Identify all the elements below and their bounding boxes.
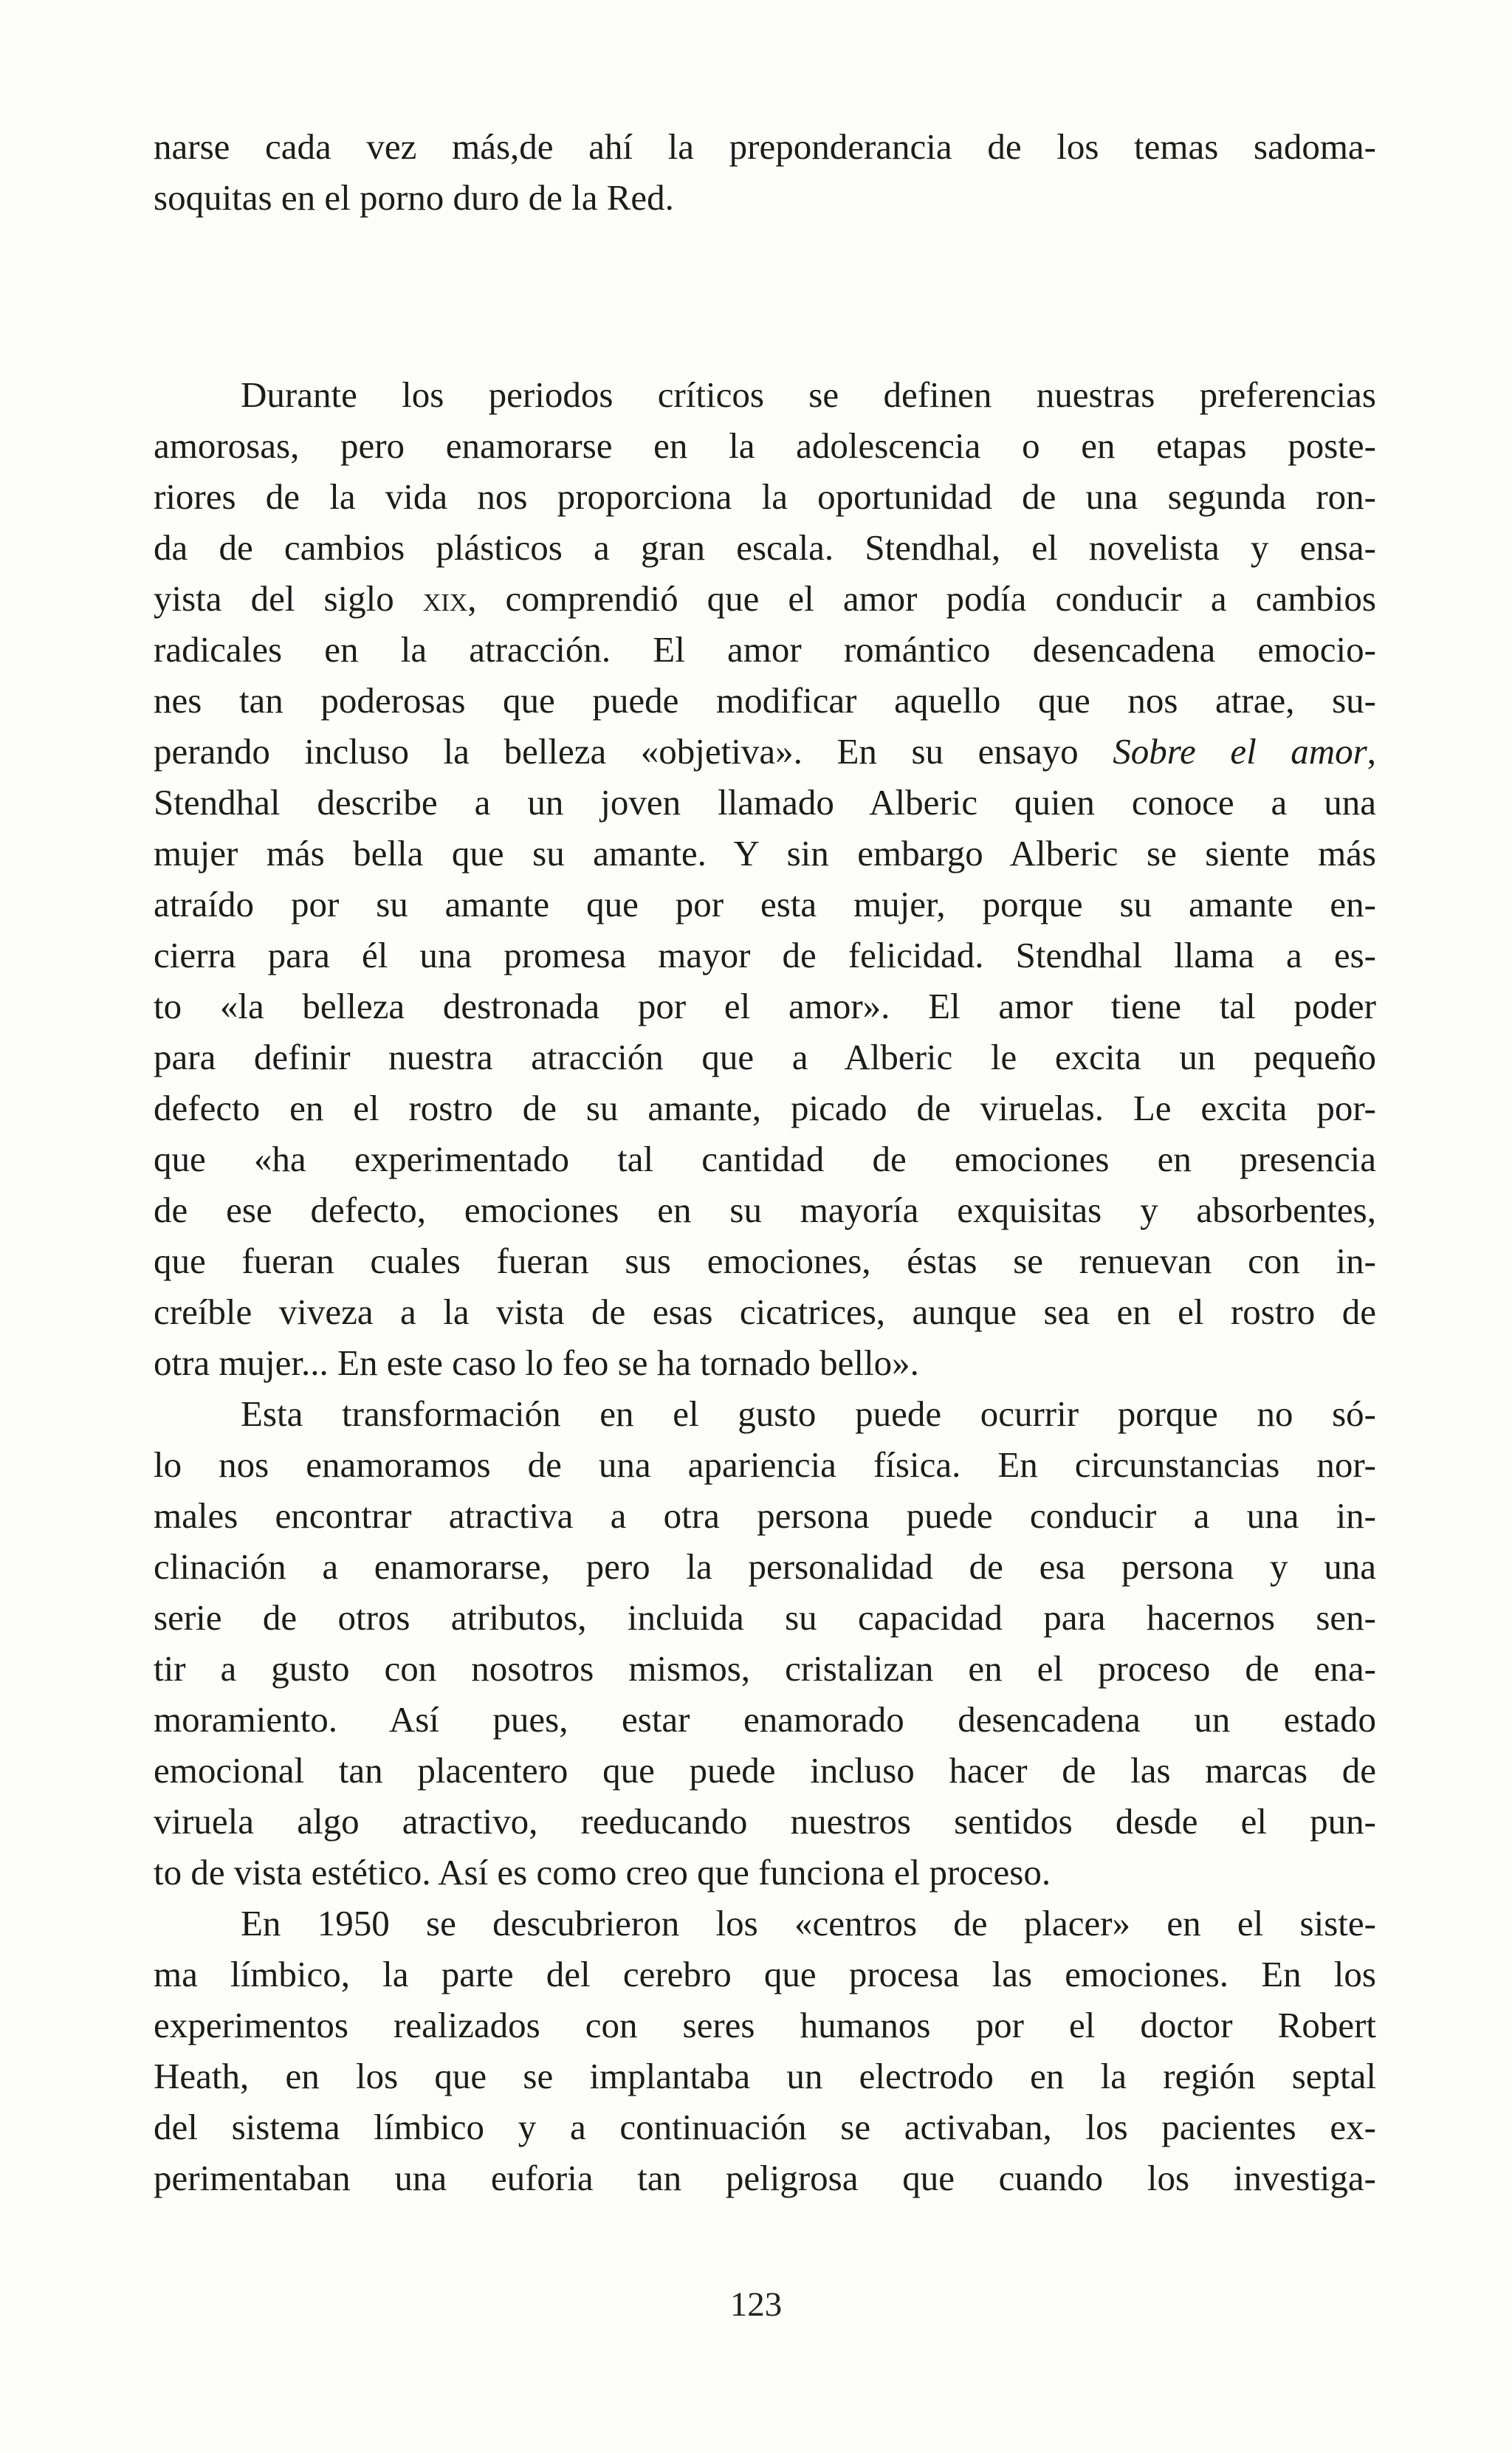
text-line: de ese defecto, emociones en su mayoría exquisitas y absorbentes, xyxy=(154,1190,1376,1230)
text-line: En 1950 se descubrieron los «centros de placer» en el siste- xyxy=(241,1903,1376,1943)
page-number: 123 xyxy=(729,2285,783,2324)
text-line: Stendhal describe a un joven llamado Alberic quien conoce a una xyxy=(154,782,1376,823)
text-line: que fueran cuales fueran sus emociones, éstas se renuevan con in- xyxy=(154,1241,1376,1281)
text-line: yista del siglo xix, comprendió que el amor podía conducir a cambios xyxy=(154,578,1376,619)
paragraph-continuation xyxy=(154,121,1376,223)
text-line: clinación a enamorarse, pero la personalidad de esa persona y una xyxy=(154,1546,1376,1587)
text-line: viruela algo atractivo, reeducando nuestros sentidos desde el pun- xyxy=(154,1801,1376,1842)
text-line: soquitas en el porno duro de la Red. xyxy=(154,177,674,218)
text-line: amorosas, pero enamorarse en la adolescencia o en etapas poste- xyxy=(154,425,1376,466)
text-line: males encontrar atractiva a otra persona puede conducir a una in- xyxy=(154,1495,1376,1536)
text-line: lo nos enamoramos de una apariencia física. En circunstancias nor- xyxy=(154,1444,1376,1485)
text-line: tir a gusto con nosotros mismos, cristalizan en el proceso de ena- xyxy=(154,1648,1376,1689)
text-line: para definir nuestra atracción que a Alberic le excita un pequeño xyxy=(154,1037,1376,1077)
text-line: emocional tan placentero que puede incluso hacer de las marcas de xyxy=(154,1750,1376,1791)
paragraph xyxy=(154,121,1376,223)
text-line: to de vista estético. Así es como creo que funciona el proceso. xyxy=(154,1852,1051,1893)
text-line: que «ha experimentado tal cantidad de emociones en presencia xyxy=(154,1139,1376,1179)
text-line: Esta transformación en el gusto puede ocurrir porque no só- xyxy=(241,1393,1376,1434)
paragraph xyxy=(154,1388,1376,1898)
text-line: radicales en la atracción. El amor romántico desencadena emocio- xyxy=(154,629,1376,670)
text-line: ma límbico, la parte del cerebro que procesa las emociones. En los xyxy=(154,1954,1376,1994)
text-line: otra mujer... En este caso lo feo se ha tornado bello». xyxy=(154,1342,919,1383)
text-line: experimentos realizados con seres humanos por el doctor Robert xyxy=(154,2005,1376,2045)
text-line: perimentaban una euforia tan peligrosa que cuando los investiga- xyxy=(154,2158,1376,2198)
text-line: Heath, en los que se implantaba un electrodo en la región septal xyxy=(154,2056,1376,2096)
text-line: cierra para él una promesa mayor de felicidad. Stendhal llama a es- xyxy=(154,935,1376,975)
text-line: narse cada vez más,de ahí la preponderancia de los temas sadoma- xyxy=(154,126,1376,167)
text-line: to «la belleza destronada por el amor». El amor tiene tal poder xyxy=(154,986,1376,1026)
text-line: Durante los periodos críticos se definen nuestras preferencias xyxy=(241,374,1376,415)
text-line: riores de la vida nos proporciona la oportunidad de una segunda ron- xyxy=(154,476,1376,517)
text-line: mujer más bella que su amante. Y sin embargo Alberic se siente más xyxy=(154,833,1376,874)
text-line: nes tan poderosas que puede modificar aquello que nos atrae, su- xyxy=(154,680,1376,721)
text-line: del sistema límbico y a continuación se activaban, los pacientes ex- xyxy=(154,2107,1376,2147)
text-line: creíble viveza a la vista de esas cicatrices, aunque sea en el rostro de xyxy=(154,1291,1376,1332)
text-line: perando incluso la belleza «objetiva». En su ensayo Sobre el amor, xyxy=(154,731,1376,772)
text-line: defecto en el rostro de su amante, picado de viruelas. Le excita por- xyxy=(154,1088,1376,1128)
text-line: moramiento. Así pues, estar enamorado desencadena un estado xyxy=(154,1699,1376,1740)
text-line: atraído por su amante que por esta mujer, porque su amante en- xyxy=(154,884,1376,924)
paragraph xyxy=(154,369,1376,1388)
body-text xyxy=(154,369,1376,2203)
text-line: da de cambios plásticos a gran escala. Stendhal, el novelista y ensa- xyxy=(154,527,1376,568)
text-line: serie de otros atributos, incluida su capacidad para hacernos sen- xyxy=(154,1597,1376,1638)
paragraph xyxy=(154,1898,1376,2203)
